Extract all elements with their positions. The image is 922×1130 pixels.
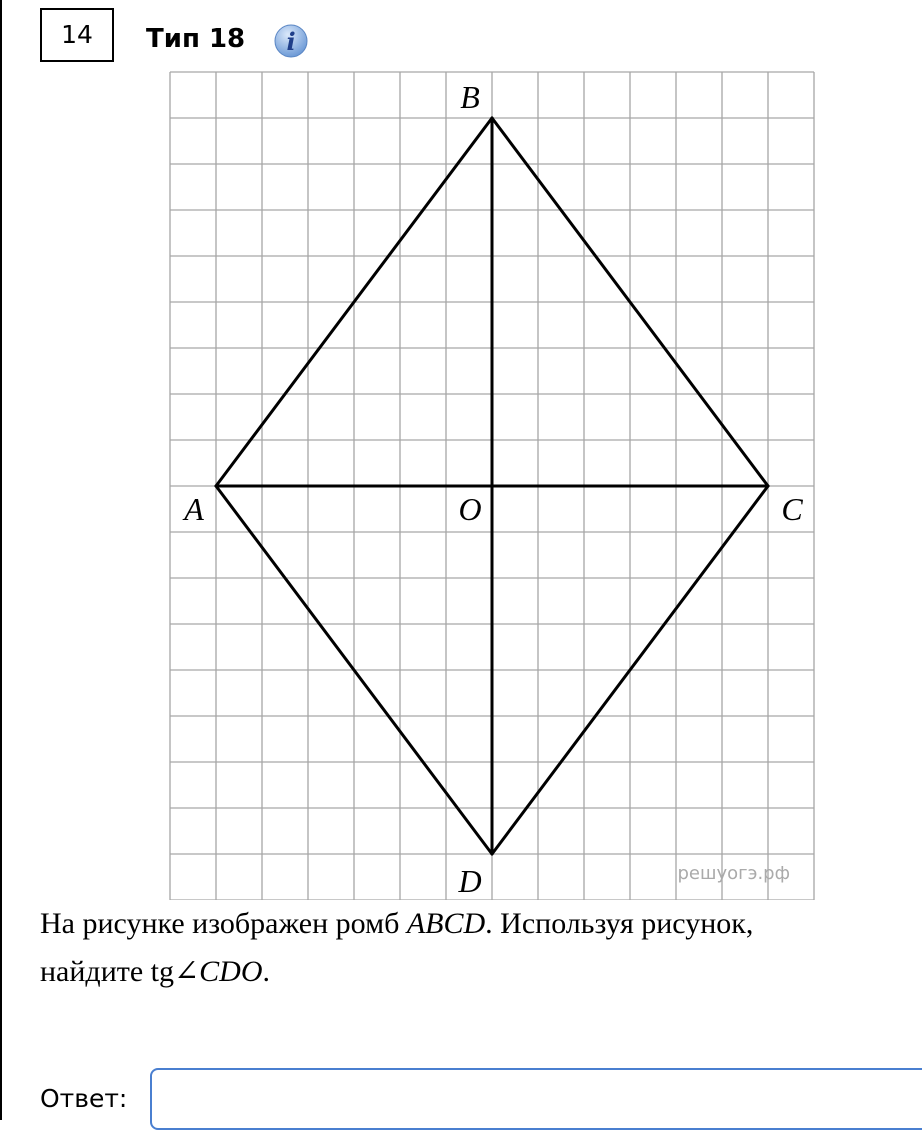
angle-name: CDO bbox=[199, 955, 263, 988]
left-border bbox=[0, 0, 2, 1120]
task-number: 14 bbox=[40, 8, 114, 62]
point-label-c: C bbox=[781, 491, 803, 527]
point-label-b: B bbox=[460, 79, 480, 115]
problem-text: найдите bbox=[40, 955, 151, 988]
problem-statement bbox=[40, 900, 920, 996]
tangent-function: tg bbox=[150, 955, 175, 988]
shape-name: ABCD bbox=[406, 907, 486, 940]
rhombus-lines bbox=[216, 118, 768, 854]
point-label-d: D bbox=[458, 863, 482, 899]
info-icon[interactable] bbox=[274, 24, 308, 58]
angle-symbol: ∠ bbox=[174, 955, 200, 988]
problem-line-1 bbox=[40, 900, 920, 948]
problem-text: . bbox=[262, 955, 270, 988]
problem-line-2 bbox=[40, 948, 920, 996]
problem-text: На рисунке изображен ромб bbox=[40, 907, 407, 940]
problem-text: . Используя рисунок, bbox=[485, 907, 754, 940]
point-label-a: A bbox=[184, 491, 204, 527]
answer-label: Ответ: bbox=[40, 1084, 128, 1113]
task-type-label: Тип 18 bbox=[146, 24, 246, 54]
svg-text:i: i bbox=[286, 27, 296, 56]
rhombus-figure bbox=[160, 60, 830, 900]
watermark: решуогэ.рф bbox=[677, 863, 790, 884]
point-label-o: O bbox=[458, 491, 482, 527]
answer-input[interactable] bbox=[150, 1068, 922, 1130]
